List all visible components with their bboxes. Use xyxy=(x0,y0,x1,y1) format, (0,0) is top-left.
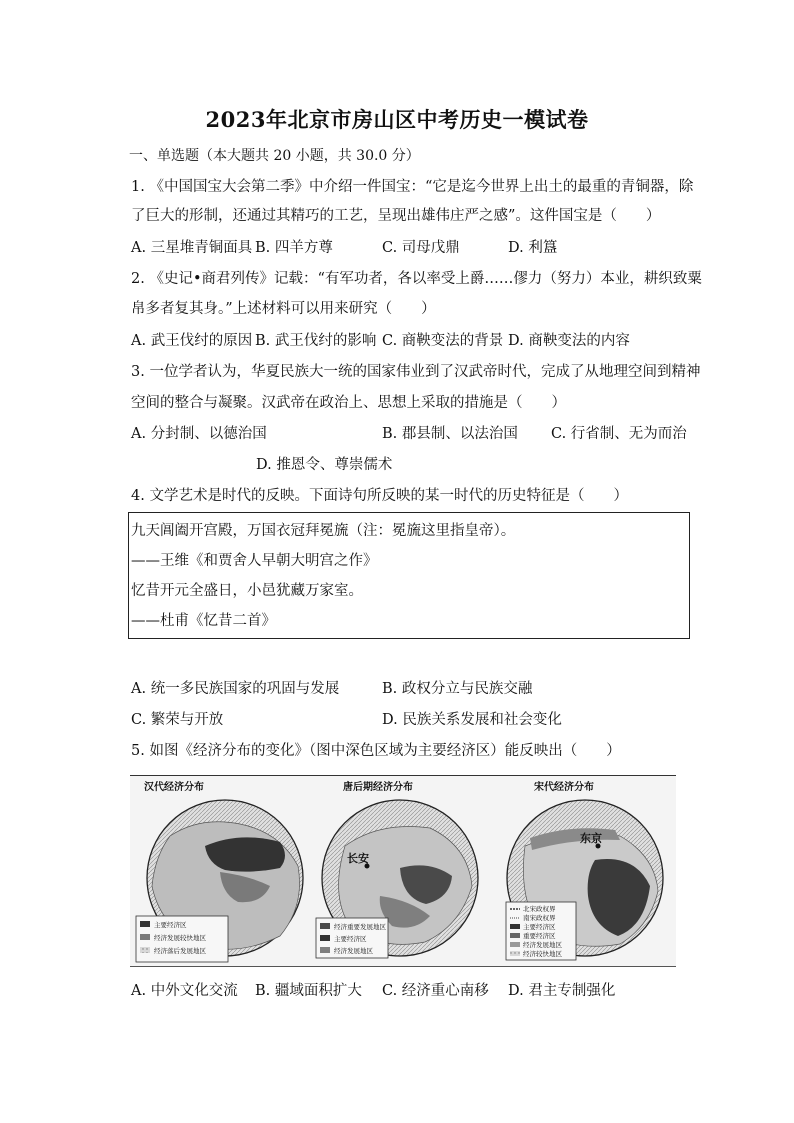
section-heading: 一、单选题（本大题共 20 小题，共 30.0 分） xyxy=(129,148,420,164)
song-legend-1: 北宋政权界 xyxy=(523,905,556,913)
maps-svg xyxy=(130,776,676,966)
q2-option-b[interactable]: B. 武王伐纣的影响 xyxy=(255,333,377,349)
q4-option-d[interactable]: D. 民族关系发展和社会变化 xyxy=(382,712,562,728)
song-legend-6: 经济较快地区 xyxy=(523,950,562,958)
poem-attribution-2: ——杜甫《忆昔二首》 xyxy=(131,613,276,629)
economic-distribution-figure xyxy=(130,775,676,967)
q2-stem-line2: 帛多者复其身。”上述材料可以用来研究（ ） xyxy=(131,301,436,317)
poem-attribution-1: ——王维《和贾舍人早朝大明宫之作》 xyxy=(131,553,378,569)
q5-option-b[interactable]: B. 疆域面积扩大 xyxy=(255,983,362,999)
song-city-label: 东京 xyxy=(580,832,602,845)
tang-legend-2: 主要经济区 xyxy=(334,935,367,943)
poem-box xyxy=(128,512,690,639)
han-map xyxy=(136,780,303,962)
q3-option-d[interactable]: D. 推恩令、尊崇儒术 xyxy=(256,457,393,473)
tang-city-label: 长安 xyxy=(347,852,369,865)
q5-stem: 5. 如图《经济分布的变化》（图中深色区域为主要经济区）能反映出（ ） xyxy=(131,743,621,759)
poem-line-2: 忆昔开元全盛日，小邑犹藏万家室。 xyxy=(131,583,363,599)
tang-map-title: 唐后期经济分布 xyxy=(343,782,413,793)
q3-option-c[interactable]: C. 行省制、无为而治 xyxy=(551,426,687,442)
q2-option-c[interactable]: C. 商鞅变法的背景 xyxy=(382,333,504,349)
q4-option-a[interactable]: A. 统一多民族国家的巩固与发展 xyxy=(131,681,340,697)
han-legend-2: 经济发展较快地区 xyxy=(154,934,206,942)
song-legend-4: 重要经济区 xyxy=(523,932,556,940)
song-map-title: 宋代经济分布 xyxy=(534,782,594,793)
han-map-title: 汉代经济分布 xyxy=(144,782,204,793)
q3-option-a[interactable]: A. 分封制、以德治国 xyxy=(131,426,267,442)
q4-option-b[interactable]: B. 政权分立与民族交融 xyxy=(382,681,533,697)
q1-option-b[interactable]: B. 四羊方尊 xyxy=(255,240,333,256)
song-legend-3: 主要经济区 xyxy=(523,923,556,931)
q1-stem-line1: 1. 《中国国宝大会第二季》中介绍一件国宝：“它是迄今世界上出土的最重的青铜器，除 xyxy=(131,179,694,195)
q3-stem-line1: 3. 一位学者认为，华夏民族大一统的国家伟业到了汉武帝时代，完成了从地理空间到精神 xyxy=(131,364,701,380)
tang-legend-3: 经济发展地区 xyxy=(334,947,373,955)
q2-stem-line1: 2. 《史记•商君列传》记载：“有军功者，各以率受上爵……僇力（努力）本业，耕织致粟 xyxy=(131,271,702,287)
tang-legend-1: 经济重要发展地区 xyxy=(334,923,386,931)
q4-stem: 4. 文学艺术是时代的反映。下面诗句所反映的某一时代的历史特征是（ ） xyxy=(131,488,628,504)
han-legend-3: 经济落后发展地区 xyxy=(154,947,206,955)
q5-option-c[interactable]: C. 经济重心南移 xyxy=(382,983,489,999)
song-map xyxy=(506,780,663,960)
q1-stem-line2: 了巨大的形制，还通过其精巧的工艺，呈现出雄伟庄严之感”。这件国宝是（ ） xyxy=(131,208,661,224)
q5-option-d[interactable]: D. 君主专制强化 xyxy=(508,983,616,999)
q5-option-a[interactable]: A. 中外文化交流 xyxy=(131,983,238,999)
q2-option-d[interactable]: D. 商鞅变法的内容 xyxy=(508,333,630,349)
tang-map xyxy=(316,780,478,958)
han-legend-1: 主要经济区 xyxy=(154,921,187,929)
q2-option-a[interactable]: A. 武王伐纣的原因 xyxy=(131,333,253,349)
q1-option-a[interactable]: A. 三星堆青铜面具 xyxy=(131,240,253,256)
q4-option-c[interactable]: C. 繁荣与开放 xyxy=(131,712,224,728)
q3-option-b[interactable]: B. 郡县制、以法治国 xyxy=(382,426,518,442)
q1-option-c[interactable]: C. 司母戊鼎 xyxy=(382,240,460,256)
poem-line-1: 九天阊阖开宫殿，万国衣冠拜冕旒（注：冕旒这里指皇帝）。 xyxy=(131,523,516,539)
page-title: 2023年北京市房山区中考历史一模试卷 xyxy=(205,107,589,132)
q3-stem-line2: 空间的整合与凝聚。汉武帝在政治上、思想上采取的措施是（ ） xyxy=(131,395,566,411)
q1-option-d[interactable]: D. 利簋 xyxy=(508,240,558,256)
song-legend-2: 南宋政权界 xyxy=(523,914,556,922)
song-legend-5: 经济发展地区 xyxy=(523,941,562,949)
